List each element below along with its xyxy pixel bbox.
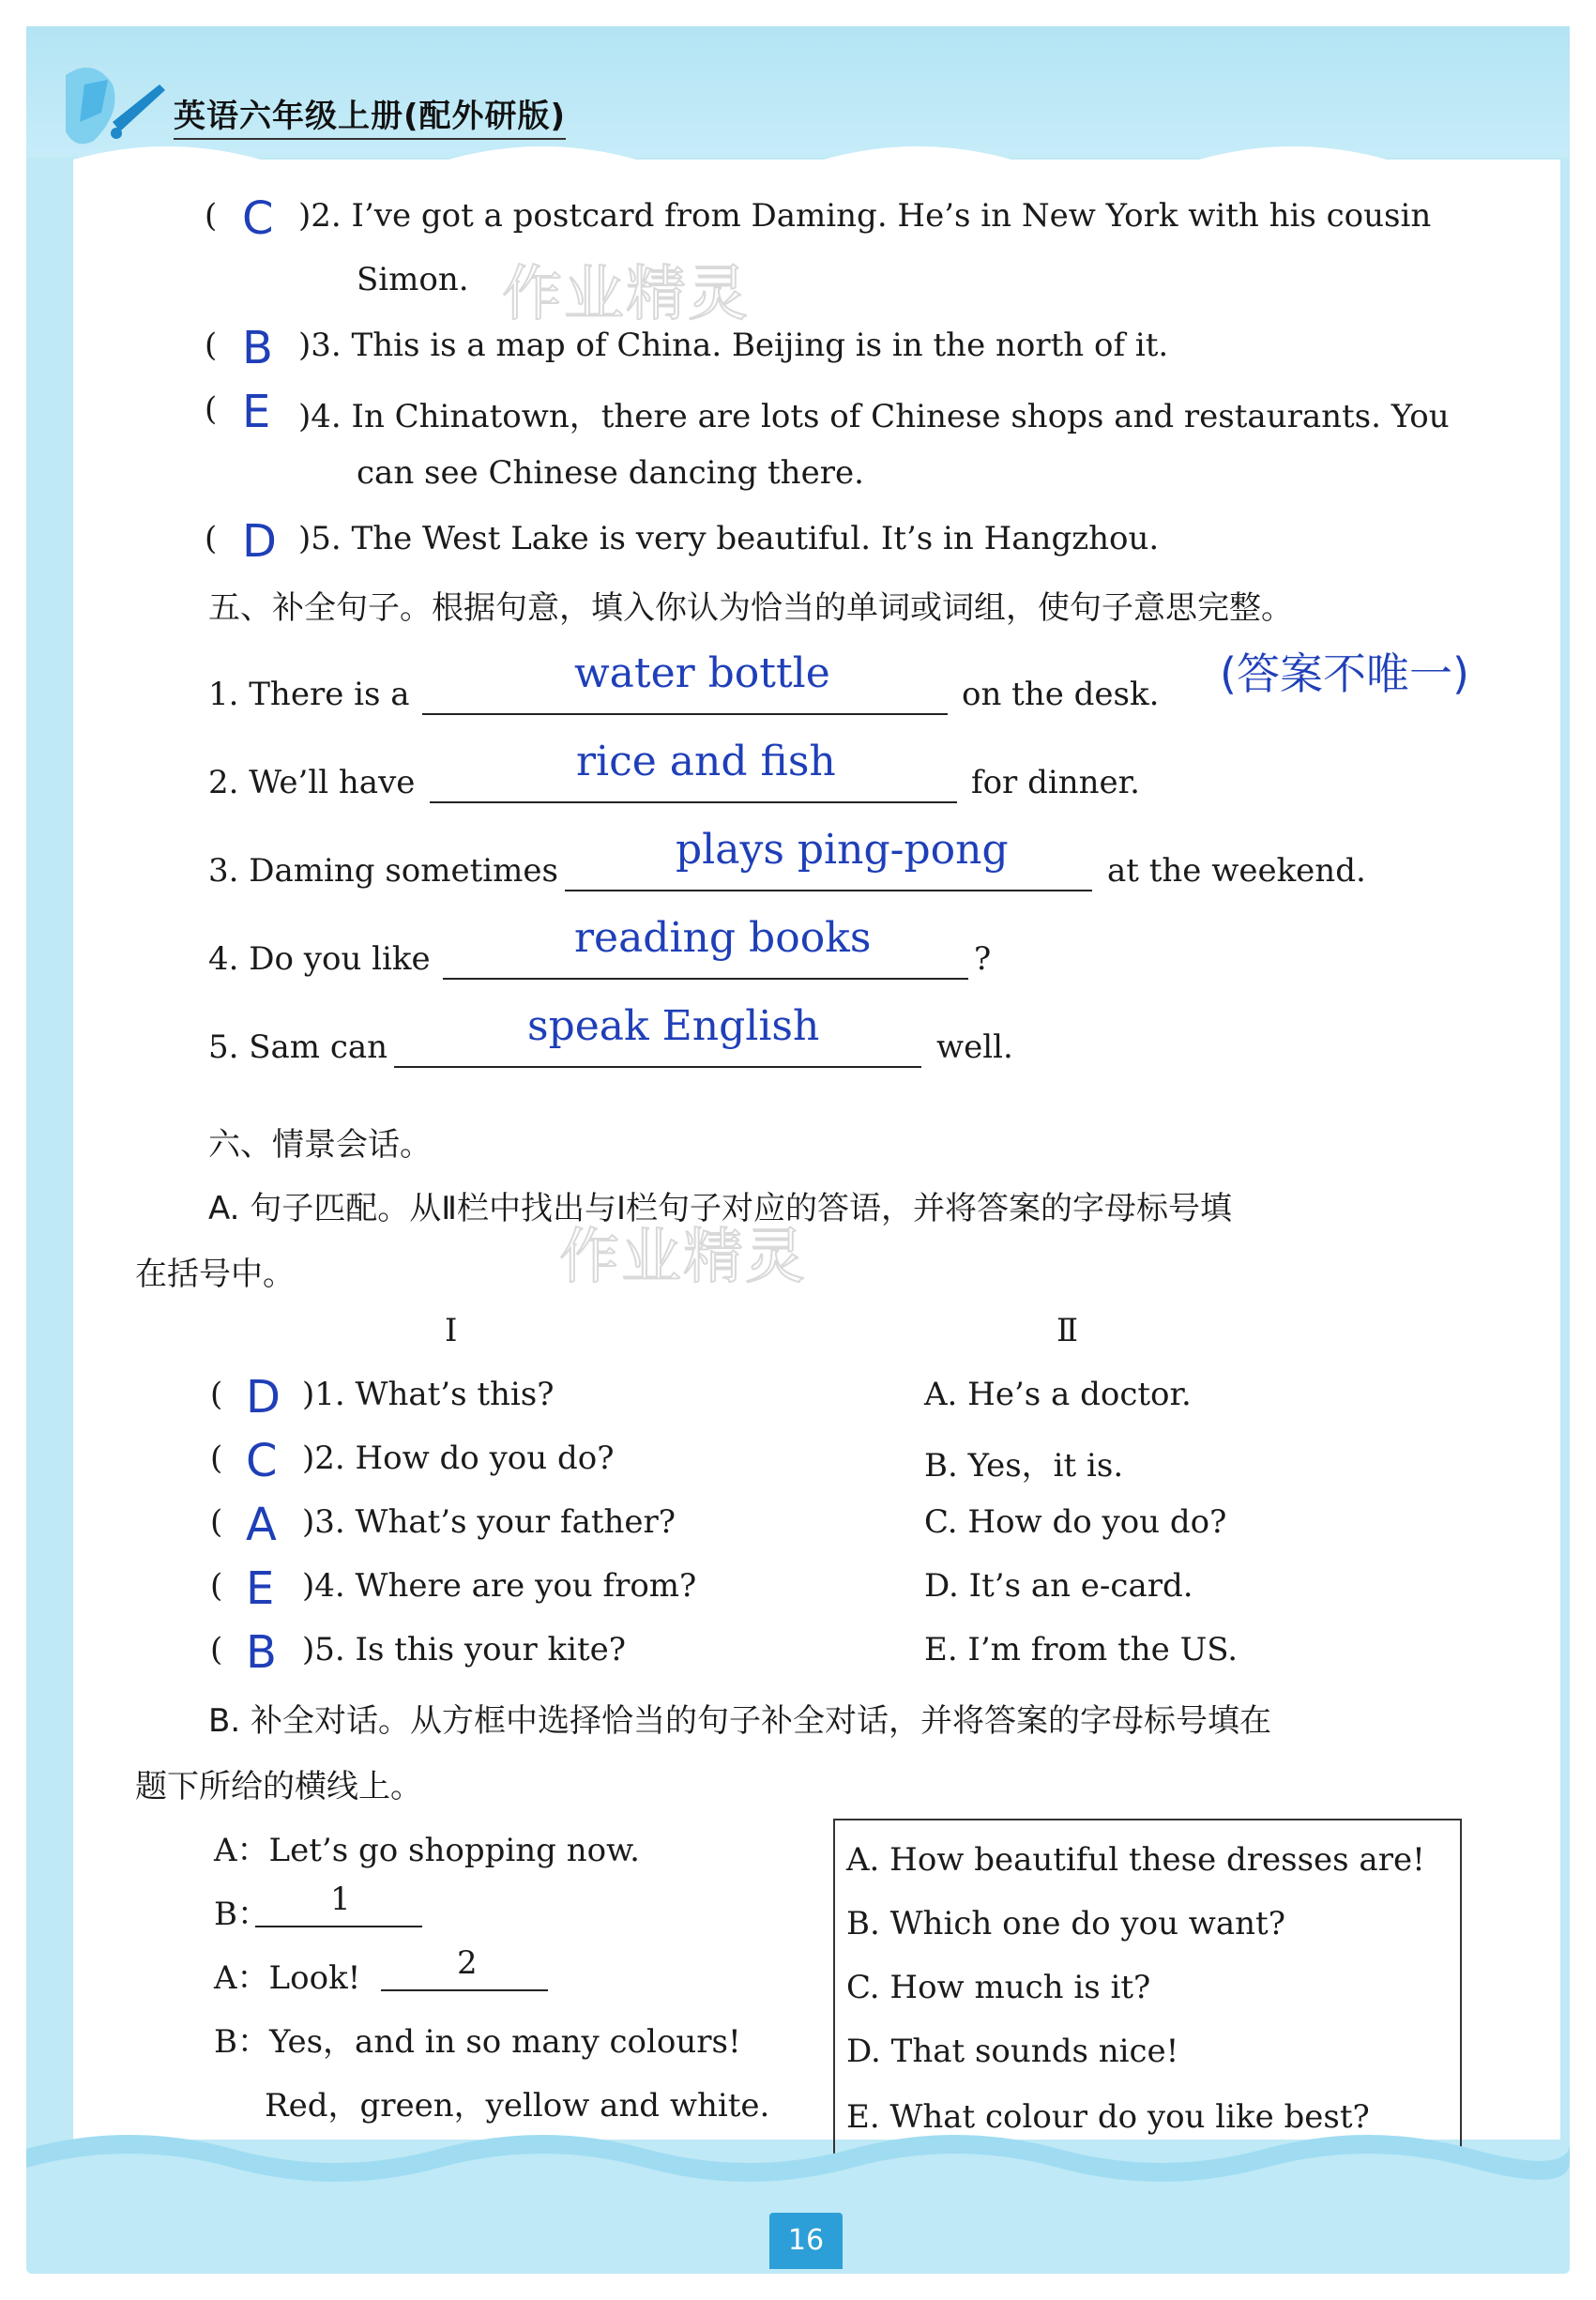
section5-title: 五、补全句子。根据句意，填入你认为恰当的单词或词组，使句子意思完整。 bbox=[208, 589, 1293, 627]
option-text: D. It’s an e-card. bbox=[924, 1567, 1193, 1605]
question-text-cont: Simon. bbox=[357, 261, 469, 298]
answer-blank bbox=[394, 1066, 921, 1068]
fill-answer: reading books bbox=[574, 914, 872, 962]
question-text: )4. In Chinatown，there are lots of Chinese shops and restaurants. You bbox=[298, 398, 1450, 435]
answer-letter: E bbox=[242, 386, 271, 438]
watermark: 作业精灵 bbox=[502, 260, 750, 329]
dialogue-line: B：Yes，and in so many colours! bbox=[214, 2023, 741, 2061]
option-text: E. I’m from the US. bbox=[924, 1631, 1239, 1668]
question-text: )2. How do you do? bbox=[302, 1439, 615, 1477]
partB-instruction: B. 补全对话。从方框中选择恰当的句子补全对话，并将答案的字母标号填在 bbox=[208, 1702, 1271, 1740]
column-header-2: Ⅱ bbox=[1056, 1312, 1079, 1349]
paren-open: ( bbox=[210, 1439, 223, 1477]
question-text: )3. What’s your father? bbox=[302, 1503, 676, 1541]
option-text: A. He’s a doctor. bbox=[924, 1376, 1192, 1413]
section6-title: 六、情景会话。 bbox=[208, 1126, 432, 1164]
answer-letter: B bbox=[242, 322, 273, 374]
answer-blank bbox=[430, 801, 957, 803]
dialogue-line: Red，green，yellow and white. bbox=[265, 2087, 770, 2125]
question-text: )5. The West Lake is very beautiful. It’s in Hangzhou. bbox=[298, 520, 1160, 557]
fill-sentence-end: ? bbox=[974, 940, 992, 978]
blank-number: 2 bbox=[457, 1944, 478, 1982]
partA-instruction-cont: 在括号中。 bbox=[135, 1256, 295, 1293]
fill-answer: plays ping-pong bbox=[676, 826, 1009, 874]
fill-sentence-end: on the desk. bbox=[962, 676, 1160, 713]
question-text: )4. Where are you from? bbox=[302, 1567, 697, 1605]
header-title: 英语六年级上册(配外研版) bbox=[174, 90, 566, 140]
answer-blank bbox=[443, 978, 968, 980]
fill-sentence-end: well. bbox=[936, 1028, 1013, 1066]
answer-note: (答案不唯一) bbox=[1220, 648, 1469, 699]
logo-icon bbox=[56, 56, 169, 160]
partA-instruction: A. 句子匹配。从Ⅱ栏中找出与Ⅰ栏句子对应的答语，并将答案的字母标号填 bbox=[208, 1190, 1233, 1227]
dialogue-line: A：Look! bbox=[214, 1959, 361, 1997]
box-option: A. How beautiful these dresses are! bbox=[846, 1841, 1425, 1879]
paren-open: ( bbox=[205, 197, 218, 235]
paren-open: ( bbox=[210, 1567, 223, 1605]
box-option: C. How much is it? bbox=[846, 1969, 1151, 2006]
answer-letter: D bbox=[246, 1371, 281, 1424]
bottom-wave-decoration bbox=[26, 2111, 1570, 2215]
answer-letter: C bbox=[242, 192, 274, 245]
paren-open: ( bbox=[210, 1503, 223, 1541]
question-text: )5. Is this your kite? bbox=[302, 1631, 627, 1668]
paren-open: ( bbox=[210, 1376, 223, 1413]
box-option: E. What colour do you like best? bbox=[846, 2098, 1370, 2136]
option-text: C. How do you do? bbox=[924, 1503, 1227, 1541]
answer-letter: D bbox=[242, 515, 277, 568]
answer-letter: E bbox=[246, 1562, 275, 1615]
watermark: 作业精灵 bbox=[559, 1223, 807, 1292]
answer-letter: C bbox=[246, 1435, 278, 1487]
fill-sentence-start: 3. Daming sometimes bbox=[208, 852, 558, 890]
column-header-1: Ⅰ bbox=[445, 1312, 458, 1349]
partB-instruction-cont: 题下所给的横线上。 bbox=[135, 1768, 422, 1805]
dialogue-blank bbox=[255, 1926, 422, 1927]
question-text: )3. This is a map of China. Beijing is in the north of it. bbox=[298, 327, 1169, 364]
dialogue-blank bbox=[381, 1989, 548, 1991]
answer-blank bbox=[565, 890, 1092, 891]
fill-sentence-start: 2. We’ll have bbox=[208, 764, 416, 801]
dialogue-line: B： bbox=[214, 1896, 269, 1933]
answer-blank bbox=[422, 713, 948, 715]
fill-sentence-start: 4. Do you like bbox=[208, 940, 431, 978]
paren-open: ( bbox=[205, 390, 218, 428]
box-option: D. That sounds nice! bbox=[846, 2033, 1179, 2070]
fill-answer: water bottle bbox=[574, 649, 830, 697]
paren-open: ( bbox=[205, 327, 218, 364]
box-option: B. Which one do you want? bbox=[846, 1905, 1285, 1942]
fill-answer: speak English bbox=[527, 1002, 820, 1050]
answer-letter: B bbox=[246, 1626, 277, 1679]
question-text: )2. I’ve got a postcard from Daming. He’s in New York with his cousin bbox=[298, 197, 1432, 235]
answer-letter: A bbox=[246, 1499, 277, 1551]
option-text: B. Yes，it is. bbox=[924, 1447, 1124, 1485]
paren-open: ( bbox=[210, 1631, 223, 1668]
page-number: 16 bbox=[769, 2213, 843, 2269]
question-text: )1. What’s this? bbox=[302, 1376, 555, 1413]
fill-sentence-start: 1. There is a bbox=[208, 676, 410, 713]
blank-number: 1 bbox=[330, 1881, 351, 1918]
fill-sentence-start: 5. Sam can bbox=[208, 1028, 388, 1066]
fill-sentence-end: at the weekend. bbox=[1107, 852, 1366, 890]
fill-answer: rice and fish bbox=[576, 738, 836, 785]
fill-sentence-end: for dinner. bbox=[971, 764, 1140, 801]
dialogue-line: A：Let’s go shopping now. bbox=[214, 1832, 640, 1869]
question-text-cont: can see Chinese dancing there. bbox=[357, 454, 864, 492]
paren-open: ( bbox=[205, 520, 218, 557]
